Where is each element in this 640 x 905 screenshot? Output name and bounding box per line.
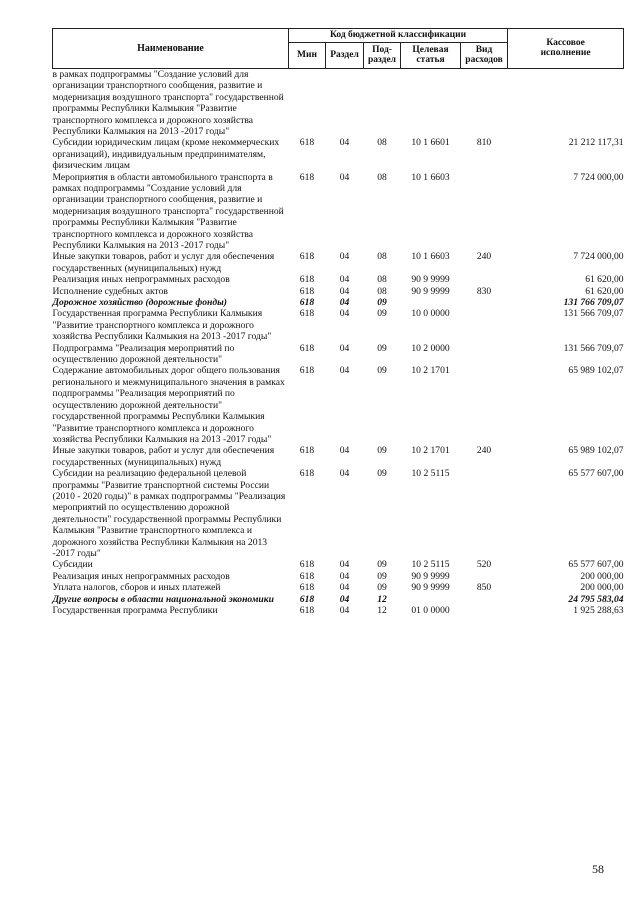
row-razdel: 04 bbox=[339, 285, 350, 297]
table-row bbox=[53, 274, 624, 285]
row-razdel: 04 bbox=[339, 593, 350, 605]
row-celevaya: 10 0 0000 bbox=[411, 308, 450, 320]
row-celevaya: 10 1 6603 bbox=[411, 171, 450, 183]
row-min: 618 bbox=[299, 605, 315, 617]
table-row bbox=[53, 582, 624, 593]
row-name: Иные закупки товаров, работ и услуг для обеспечения государственных (муниципальных) нужд bbox=[52, 251, 275, 274]
row-podrazdel: 12 bbox=[377, 593, 387, 605]
row-name: Государственная программа Республики Калмыкия "Развитие транспортного комплекса и дорожного хозяйства Республики Калмыкия на 2013 -2017 годы" bbox=[52, 308, 272, 343]
table-row bbox=[53, 68, 624, 137]
row-min: 618 bbox=[299, 285, 315, 297]
row-sum: 7 724 000,00 bbox=[573, 171, 624, 183]
row-min: 618 bbox=[299, 274, 315, 286]
row-podrazdel: 08 bbox=[377, 137, 387, 149]
budget-table bbox=[52, 28, 624, 616]
row-podrazdel: 08 bbox=[377, 251, 387, 263]
row-podrazdel: 08 bbox=[377, 285, 387, 297]
row-min: 618 bbox=[299, 468, 315, 480]
table-row bbox=[53, 137, 624, 171]
row-podrazdel: 08 bbox=[377, 274, 387, 286]
row-razdel: 04 bbox=[339, 559, 350, 571]
row-vid bbox=[461, 343, 508, 366]
row-celevaya: 90 9 9999 bbox=[411, 285, 450, 297]
row-podrazdel: 09 bbox=[377, 297, 387, 309]
budget-sheet bbox=[52, 28, 623, 616]
row-celevaya: 90 9 9999 bbox=[411, 274, 450, 286]
row-celevaya: 01 0 0000 bbox=[411, 605, 450, 617]
row-podrazdel: 09 bbox=[377, 559, 387, 571]
table-row bbox=[53, 594, 624, 605]
row-sum: 131 566 709,07 bbox=[563, 308, 624, 320]
row-sum: 21 212 117,31 bbox=[568, 137, 624, 149]
row-vid: 240 bbox=[476, 251, 492, 263]
row-name: Субсидии юридическим лицам (кроме некоммерческих организаций), индивидуальным предпринимателям, физическим лицам bbox=[52, 137, 280, 172]
row-vid bbox=[461, 605, 508, 616]
page-number: 58 bbox=[592, 862, 604, 876]
row-min: 618 bbox=[299, 171, 315, 183]
row-razdel: 04 bbox=[339, 582, 350, 594]
table-header bbox=[53, 29, 624, 69]
row-sum: 65 989 102,07 bbox=[568, 365, 624, 377]
table-row bbox=[53, 571, 624, 582]
row-name: Субсидии на реализацию федеральной целевой программы "Развитие транспортной системы России (2010 - 2020 годы)" в рамках подпрограммы "Реализация мероприятий по осуществлению дорожной деятельности" государственной программы Республики Калмыкия "Развитие транспортного комплекса и дорожного хозяйства Республики Калмыкия на 2013 -2017 годы" bbox=[52, 468, 286, 559]
row-vid: 830 bbox=[476, 285, 492, 297]
col-header-code-group: Код бюджетной классификации bbox=[289, 29, 508, 43]
row-name: Субсидии bbox=[52, 559, 93, 571]
row-vid: 850 bbox=[476, 582, 492, 594]
row-razdel: 04 bbox=[339, 570, 350, 582]
col-header-vid: Вид расходов bbox=[461, 42, 508, 68]
row-min: 618 bbox=[299, 593, 315, 605]
row-razdel: 04 bbox=[339, 468, 350, 480]
row-vid bbox=[461, 365, 508, 445]
row-celevaya bbox=[401, 68, 461, 137]
row-celevaya: 10 2 0000 bbox=[411, 342, 450, 354]
row-name: Содержание автомобильных дорог общего пользования регионального и межмуниципального значения в рамках подпрограммы "Реализация мероприятий по осуществлению дорожной деятельности" государственной программы Республики Калмыкия "Развитие транспортного комплекса и дорожного хозяйства Республики Калмыкия на 2013 -2017 годы" bbox=[52, 365, 285, 445]
row-razdel: 04 bbox=[339, 445, 350, 457]
row-razdel: 04 bbox=[339, 171, 350, 183]
col-header-min: Мин bbox=[289, 42, 326, 68]
col-header-kassovoe: Кассовое исполнение bbox=[508, 29, 624, 69]
row-min: 618 bbox=[299, 297, 315, 309]
table-row bbox=[53, 172, 624, 252]
row-sum: 200 000,00 bbox=[580, 582, 624, 594]
row-razdel: 04 bbox=[339, 137, 350, 149]
row-sum: 131 766 709,07 bbox=[563, 297, 624, 309]
col-header-podrazdel: Под- раздел bbox=[364, 42, 401, 68]
col-header-name: Наименование bbox=[53, 29, 289, 69]
row-vid: 810 bbox=[476, 137, 492, 149]
table-row bbox=[53, 251, 624, 274]
row-celevaya: 10 1 6603 bbox=[411, 251, 450, 263]
row-min: 618 bbox=[299, 365, 315, 377]
row-podrazdel: 09 bbox=[377, 570, 387, 582]
row-name: Государственная программа Республики bbox=[52, 605, 218, 617]
row-celevaya bbox=[401, 594, 461, 605]
row-name: Мероприятия в области автомобильного транспорта в рамках подпрограммы "Создание условий для организации транспортного сообщения, развитие и модернизация воздушного транспорта" государственной программы Республики Калмыкия "Развитие транспортного комплекса и дорожного хозяйства Республики Калмыкия на 2013 -2017 годы" bbox=[52, 171, 284, 252]
row-podrazdel: 09 bbox=[377, 365, 387, 377]
row-razdel: 04 bbox=[339, 365, 350, 377]
row-celevaya: 10 2 1701 bbox=[411, 445, 450, 457]
row-vid bbox=[461, 468, 508, 559]
row-sum bbox=[508, 68, 624, 137]
row-razdel: 04 bbox=[339, 251, 350, 263]
row-celevaya: 90 9 9999 bbox=[411, 570, 450, 582]
row-sum: 65 577 607,00 bbox=[568, 559, 624, 571]
row-sum: 7 724 000,00 bbox=[573, 251, 624, 263]
row-name: Реализация иных непрограммных расходов bbox=[52, 274, 230, 286]
row-razdel: 04 bbox=[339, 297, 350, 309]
table-body bbox=[53, 68, 624, 616]
row-vid bbox=[461, 594, 508, 605]
row-razdel: 04 bbox=[339, 342, 350, 354]
row-celevaya: 90 9 9999 bbox=[411, 582, 450, 594]
row-sum: 1 925 288,63 bbox=[573, 605, 624, 617]
table-row bbox=[53, 365, 624, 445]
row-vid: 240 bbox=[476, 445, 492, 457]
row-celevaya: 10 2 1701 bbox=[411, 365, 450, 377]
row-celevaya: 10 1 6601 bbox=[411, 137, 450, 149]
row-podrazdel: 09 bbox=[377, 468, 387, 480]
table-row bbox=[53, 605, 624, 616]
row-podrazdel: 09 bbox=[377, 445, 387, 457]
table-row bbox=[53, 468, 624, 559]
row-min: 618 bbox=[299, 445, 315, 457]
row-min: 618 bbox=[299, 570, 315, 582]
row-sum: 65 577 607,00 bbox=[568, 468, 624, 480]
row-min: 618 bbox=[299, 137, 315, 149]
row-celevaya bbox=[401, 297, 461, 308]
table-row bbox=[53, 445, 624, 468]
row-min: 618 bbox=[299, 342, 315, 354]
table-row bbox=[53, 297, 624, 308]
row-sum: 61 620,00 bbox=[585, 274, 624, 286]
row-sum: 61 620,00 bbox=[585, 285, 624, 297]
row-name: Иные закупки товаров, работ и услуг для обеспечения государственных (муниципальных) нужд bbox=[52, 445, 275, 468]
row-vid bbox=[461, 274, 508, 285]
col-header-razdel: Раздел bbox=[326, 42, 364, 68]
row-vid bbox=[461, 172, 508, 252]
row-podrazdel: 08 bbox=[377, 171, 387, 183]
row-razdel: 04 bbox=[339, 605, 350, 617]
row-min: 618 bbox=[299, 251, 315, 263]
row-vid: 520 bbox=[476, 559, 492, 571]
table-row bbox=[53, 308, 624, 342]
row-name: Уплата налогов, сборов и иных платежей bbox=[52, 582, 221, 594]
row-vid bbox=[461, 571, 508, 582]
row-celevaya: 10 2 5115 bbox=[411, 468, 450, 480]
row-sum: 200 000,00 bbox=[580, 570, 624, 582]
row-razdel: 04 bbox=[339, 274, 350, 286]
row-min: 618 bbox=[299, 308, 315, 320]
row-podrazdel: 09 bbox=[377, 308, 387, 320]
row-name: в рамках подпрограммы "Создание условий для организации транспортного сообщения, развитие и модернизация воздушного транспорта" государственной программы Республики Калмыкия "Развитие транспортного комплекса и дорожного хозяйства Республики Калмыкия на 2013 -2017 годы" bbox=[52, 68, 284, 137]
row-celevaya: 10 2 5115 bbox=[411, 559, 450, 571]
row-razdel: 04 bbox=[339, 308, 350, 320]
table-row bbox=[53, 343, 624, 366]
row-vid bbox=[461, 308, 508, 342]
row-podrazdel: 09 bbox=[377, 342, 387, 354]
row-name: Дорожное хозяйство (дорожные фонды) bbox=[52, 297, 227, 309]
col-header-celevaya: Целевая статья bbox=[401, 42, 461, 68]
row-name: Другие вопросы в области национальной экономики bbox=[52, 593, 274, 605]
row-vid bbox=[461, 68, 508, 137]
row-min bbox=[289, 68, 326, 137]
row-sum: 24 795 583,04 bbox=[568, 593, 624, 605]
table-row bbox=[53, 286, 624, 297]
row-podrazdel: 12 bbox=[377, 605, 387, 617]
row-podrazdel bbox=[364, 68, 401, 137]
row-sum: 131 566 709,07 bbox=[563, 342, 624, 354]
row-name: Подпрограмма "Реализация мероприятий по осуществлению дорожной деятельности" bbox=[52, 342, 235, 366]
row-min: 618 bbox=[299, 582, 315, 594]
row-name: Исполнение судебных актов bbox=[52, 285, 168, 297]
row-min: 618 bbox=[299, 559, 315, 571]
row-vid bbox=[461, 297, 508, 308]
row-sum: 65 989 102,07 bbox=[568, 445, 624, 457]
row-razdel bbox=[326, 68, 364, 137]
row-podrazdel: 09 bbox=[377, 582, 387, 594]
row-name: Реализация иных непрограммных расходов bbox=[52, 570, 230, 582]
table-row bbox=[53, 559, 624, 570]
